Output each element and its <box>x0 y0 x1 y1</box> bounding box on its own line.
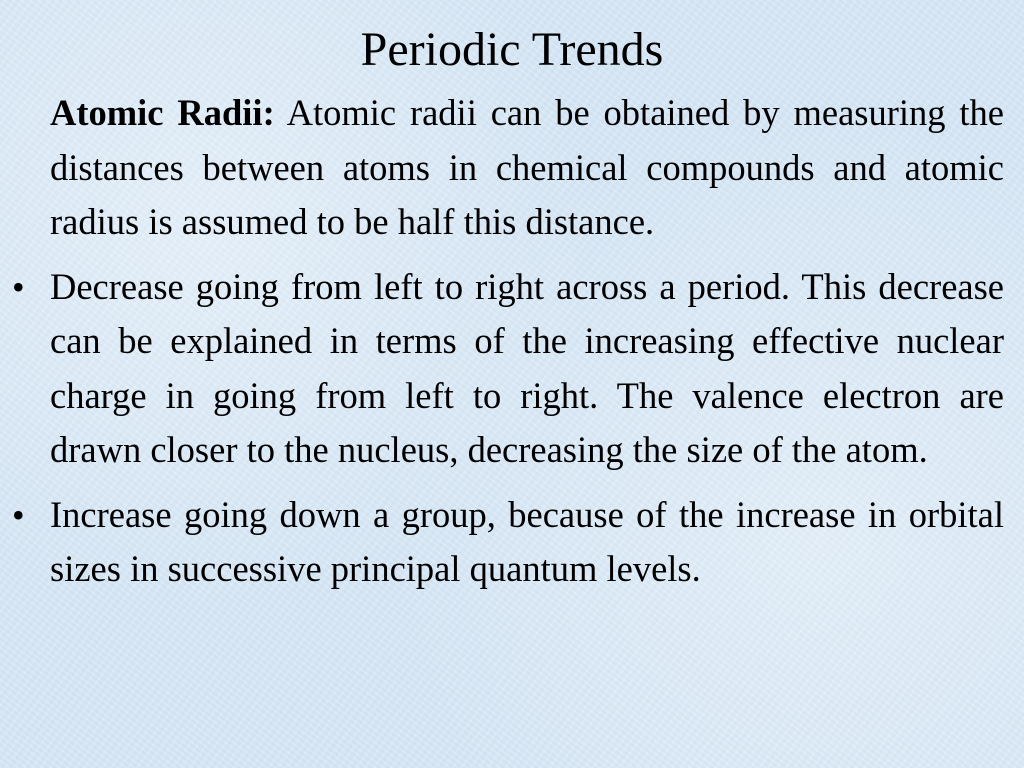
bullet-item <box>0 260 1024 478</box>
bullet-text: Increase going down a group, because of the increase in orbital sizes in successive principal quantum levels. <box>50 493 1004 589</box>
slide-title: Periodic Trends <box>360 23 664 76</box>
bullet-icon: • <box>12 266 25 307</box>
intro-text: Atomic radii can be obtained by measuring the distances between atoms in chemical compounds and atomic radius is assumed to be half this distance. <box>50 92 1004 242</box>
slide-content <box>0 86 1024 607</box>
intro-paragraph <box>0 86 1024 250</box>
intro-lead: Atomic Radii: <box>50 92 275 133</box>
bullet-item <box>0 488 1024 597</box>
bullet-icon: • <box>12 494 25 535</box>
bullet-text: Decrease going from left to right across a period. This decrease can be explained in terms of the increasing effective nuclear charge in going from left to right. The valence electron are drawn closer to the nucleus, decreasing the size of the atom. <box>50 265 1004 470</box>
